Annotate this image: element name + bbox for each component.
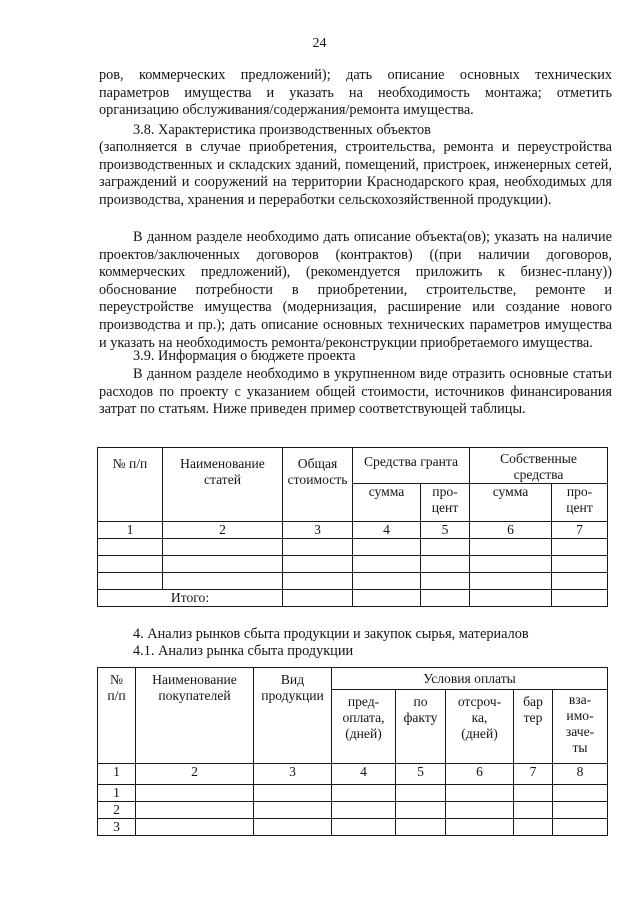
row-number: 2 xyxy=(98,802,136,819)
header-own-percent: про- цент xyxy=(552,484,608,522)
col-number: 6 xyxy=(446,764,514,785)
col-number: 6 xyxy=(470,522,552,539)
header-buyers: Наименование покупателей xyxy=(136,668,254,764)
header-own-funds: Собственные средства xyxy=(470,448,608,484)
header-total-cost: Общая стоимость xyxy=(283,448,353,522)
col-number: 4 xyxy=(353,522,421,539)
header-prepayment: пред- оплата, (дней) xyxy=(332,690,396,764)
header-grant-funds: Средства гранта xyxy=(353,448,470,484)
total-row xyxy=(98,590,608,607)
row-number: 3 xyxy=(98,819,136,836)
heading-4: 4. Анализ рынков сбыта продукции и закупок сырья, материалов xyxy=(133,626,529,642)
header-num: № п/п xyxy=(98,448,163,522)
sales-market-table xyxy=(97,667,608,836)
col-number: 3 xyxy=(254,764,332,785)
header-barter: бар тер xyxy=(514,690,553,764)
col-number: 4 xyxy=(332,764,396,785)
col-number: 8 xyxy=(553,764,608,785)
paragraph-3-9-body: В данном разделе необходимо в укрупненном виде отразить основные статьи расходов по проекту с указанием общей стоимости, источников финансирования затрат по статьям. Ниже приведен пример соответствующей таблицы. xyxy=(99,366,612,418)
table-row xyxy=(98,539,608,556)
header-on-fact: по факту xyxy=(396,690,446,764)
table-row xyxy=(98,802,608,819)
col-number: 1 xyxy=(98,522,163,539)
heading-3-8: 3.8. Характеристика производственных объектов xyxy=(133,122,431,138)
table-row xyxy=(98,573,608,590)
table-row xyxy=(98,819,608,836)
header-deferral: отсроч- ка, (дней) xyxy=(446,690,514,764)
paragraph-3-8-body: В данном разделе необходимо дать описание объекта(ов); указать на наличие проектов/заключенных договоров (контрактов) ((при наличии договоров, коммерческих предложений), (рекомендуется приложить к бизнес-плану)) обоснование потребности в приобретении, строительстве, ремонте и переустройстве имущества (модернизация, расширение или создание нового производства и пр.); дать описание основных технических параметров имущества и указать на необходимость ремонта/реконструкции приобретаемого имущества. xyxy=(99,229,612,351)
col-number: 5 xyxy=(396,764,446,785)
header-product-type: Вид продукции xyxy=(254,668,332,764)
page-number: 24 xyxy=(312,36,327,51)
table-row xyxy=(98,556,608,573)
header-own-sum: сумма xyxy=(470,484,552,522)
col-number: 1 xyxy=(98,764,136,785)
col-number: 7 xyxy=(514,764,553,785)
col-number: 3 xyxy=(283,522,353,539)
header-num: № п/п xyxy=(98,668,136,764)
heading-3-9: 3.9. Информация о бюджете проекта xyxy=(133,348,356,364)
header-grant-sum: сумма xyxy=(353,484,421,522)
col-number: 2 xyxy=(163,522,283,539)
header-mutual-offset: вза- имо- заче- ты xyxy=(553,690,608,764)
paragraph-continuation: ров, коммерческих предложений); дать описание основных технических параметров имущества и указать на необходимость монтажа; отметить организацию обслуживания/содержания/ремонта имущества. xyxy=(99,67,612,119)
col-number: 5 xyxy=(421,522,470,539)
col-number: 7 xyxy=(552,522,608,539)
header-grant-percent: про- цент xyxy=(421,484,470,522)
header-item-name: Наименование статей xyxy=(163,448,283,522)
budget-table xyxy=(97,447,608,607)
heading-4-1: 4.1. Анализ рынка сбыта продукции xyxy=(133,643,354,659)
total-label: Итого: xyxy=(98,590,283,607)
table-row xyxy=(98,785,608,802)
col-number: 2 xyxy=(136,764,254,785)
header-payment-terms: Условия оплаты xyxy=(332,668,608,690)
row-number: 1 xyxy=(98,785,136,802)
paragraph-3-8-note: (заполняется в случае приобретения, строительства, ремонта и переустройства производственных и складских зданий, помещений, пристроек, инженерных сетей, заграждений и сооружений на территории Краснодарского края, необходимых для производства, хранения и переработки сельскохозяйственной продукции). xyxy=(99,139,612,208)
